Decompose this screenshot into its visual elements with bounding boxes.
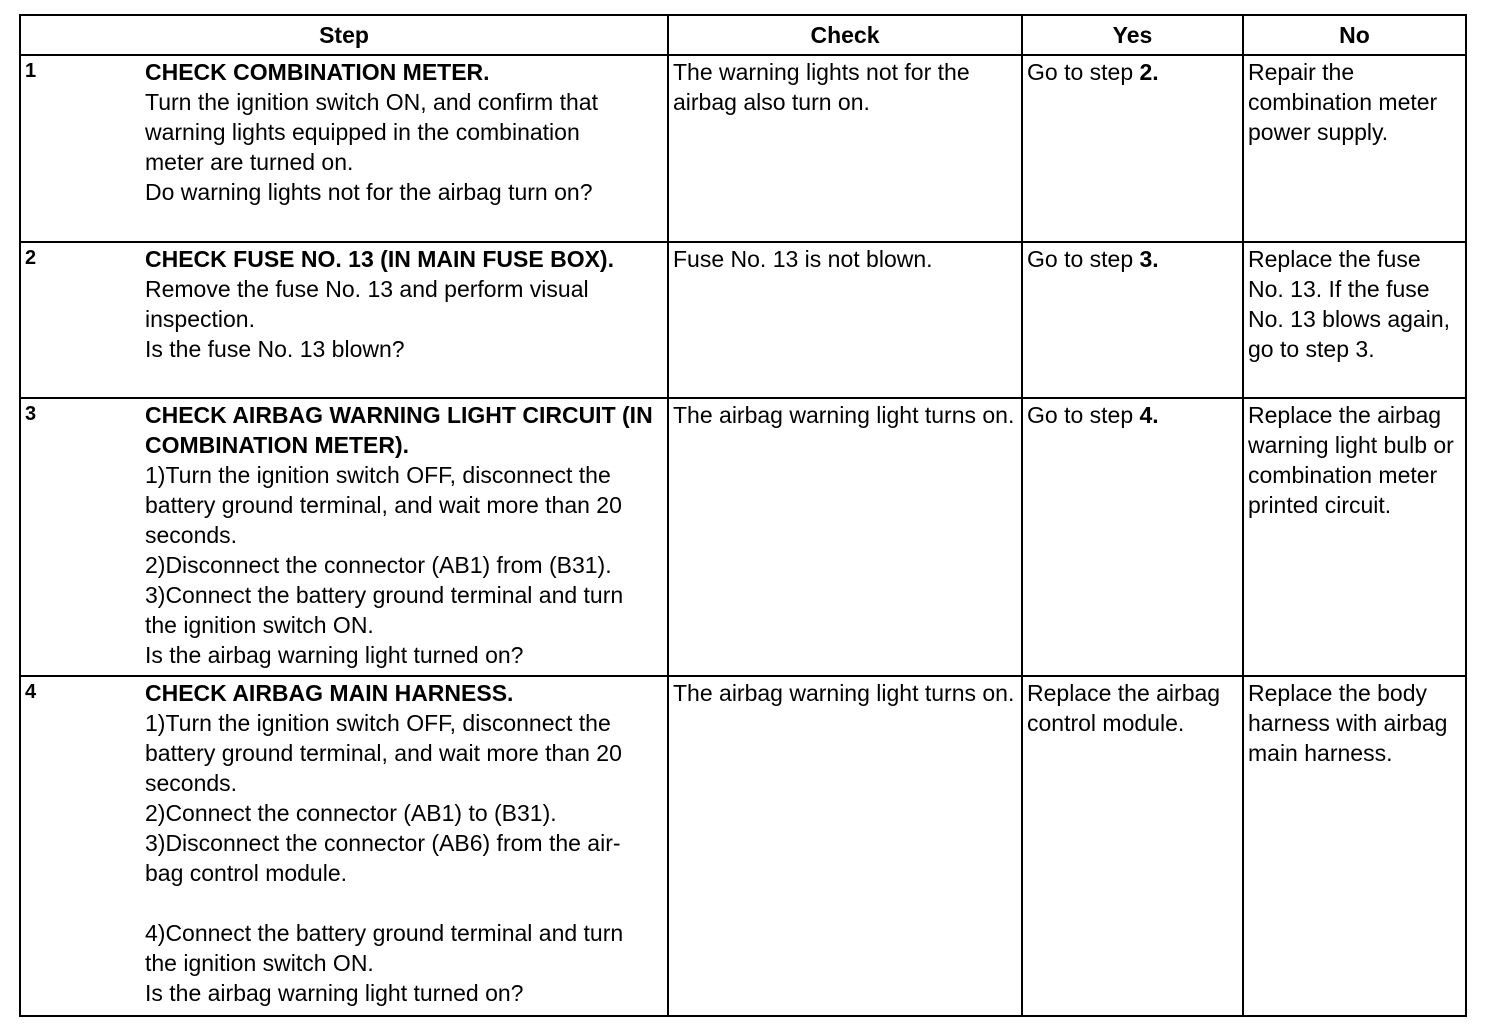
step-cell xyxy=(20,55,668,242)
step-line: 2)Disconnect the connector (AB1) from (B31). xyxy=(145,552,612,578)
blank-line xyxy=(145,888,663,918)
step-line: Turn the ignition switch ON, and confirm that xyxy=(145,89,598,115)
yes-step-ref: 3. xyxy=(1139,246,1159,272)
header-step: Step xyxy=(20,15,668,55)
step-line: warning lights equipped in the combination xyxy=(145,119,580,145)
step-title: CHECK AIRBAG WARNING LIGHT CIRCUIT (IN COMBINATION METER). xyxy=(145,402,653,458)
header-row xyxy=(20,15,1466,55)
step-number: 3 xyxy=(25,403,37,425)
check-cell: The warning lights not for the airbag also turn on. xyxy=(668,55,1022,242)
step-title: CHECK COMBINATION METER. xyxy=(145,59,490,85)
yes-text: Go to step xyxy=(1027,59,1140,85)
table-row xyxy=(20,676,1466,1016)
step-line: meter are turned on. xyxy=(145,149,354,175)
no-cell: Repair the combination meter power supply. xyxy=(1243,55,1466,242)
step-line: inspection. xyxy=(145,306,255,332)
step-line: the ignition switch ON. xyxy=(145,950,374,976)
yes-text: Go to step xyxy=(1027,246,1140,272)
check-cell: The airbag warning light turns on. xyxy=(668,398,1022,676)
step-title: CHECK AIRBAG MAIN HARNESS. xyxy=(145,680,514,706)
no-cell: Replace the fuse No. 13. If the fuse No. 13 blows again, go to step 3. xyxy=(1243,242,1466,398)
step-line: 4)Connect the battery ground terminal and turn xyxy=(145,920,624,946)
diagnostic-table xyxy=(19,14,1467,1017)
step-number: 1 xyxy=(25,60,37,82)
step-line: Do warning lights not for the airbag turn on? xyxy=(145,179,593,205)
step-line: the ignition switch ON. xyxy=(145,612,374,638)
step-line: seconds. xyxy=(145,522,238,548)
yes-cell xyxy=(1022,242,1243,398)
step-line: Is the fuse No. 13 blown? xyxy=(145,336,405,362)
table-row xyxy=(20,242,1466,398)
header-no: No xyxy=(1243,15,1466,55)
step-line: Is the airbag warning light turned on? xyxy=(145,642,524,668)
step-number: 4 xyxy=(25,681,37,703)
step-line: 3)Connect the battery ground terminal and turn xyxy=(145,582,624,608)
yes-step-ref: 4. xyxy=(1139,402,1159,428)
step-line: Is the airbag warning light turned on? xyxy=(145,980,524,1006)
step-line: seconds. xyxy=(145,770,238,796)
step-line: 1)Turn the ignition switch OFF, disconnect the xyxy=(145,462,611,488)
step-line: 2)Connect the connector (AB1) to (B31). xyxy=(145,800,557,826)
step-cell xyxy=(20,676,668,1016)
step-line: bag control module. xyxy=(145,860,348,886)
step-cell xyxy=(20,242,668,398)
yes-text: Go to step xyxy=(1027,402,1140,428)
step-line: Remove the fuse No. 13 and perform visual xyxy=(145,276,589,302)
yes-cell: Replace the airbag control module. xyxy=(1022,676,1243,1016)
check-cell: Fuse No. 13 is not blown. xyxy=(668,242,1022,398)
header-yes: Yes xyxy=(1022,15,1243,55)
step-line: battery ground terminal, and wait more than 20 xyxy=(145,492,622,518)
step-line: battery ground terminal, and wait more than 20 xyxy=(145,740,622,766)
step-number: 2 xyxy=(25,247,37,269)
step-line: 1)Turn the ignition switch OFF, disconnect the xyxy=(145,710,611,736)
check-cell: The airbag warning light turns on. xyxy=(668,676,1022,1016)
step-cell xyxy=(20,398,668,676)
step-title: CHECK FUSE NO. 13 (IN MAIN FUSE BOX). xyxy=(145,246,614,272)
step-line: 3)Disconnect the connector (AB6) from the air- xyxy=(145,830,621,856)
table-row xyxy=(20,398,1466,676)
yes-cell xyxy=(1022,55,1243,242)
header-check: Check xyxy=(668,15,1022,55)
yes-cell xyxy=(1022,398,1243,676)
yes-step-ref: 2. xyxy=(1139,59,1159,85)
table-row xyxy=(20,55,1466,242)
no-cell: Replace the airbag warning light bulb or combination meter printed circuit. xyxy=(1243,398,1466,676)
no-cell: Replace the body harness with airbag main harness. xyxy=(1243,676,1466,1016)
